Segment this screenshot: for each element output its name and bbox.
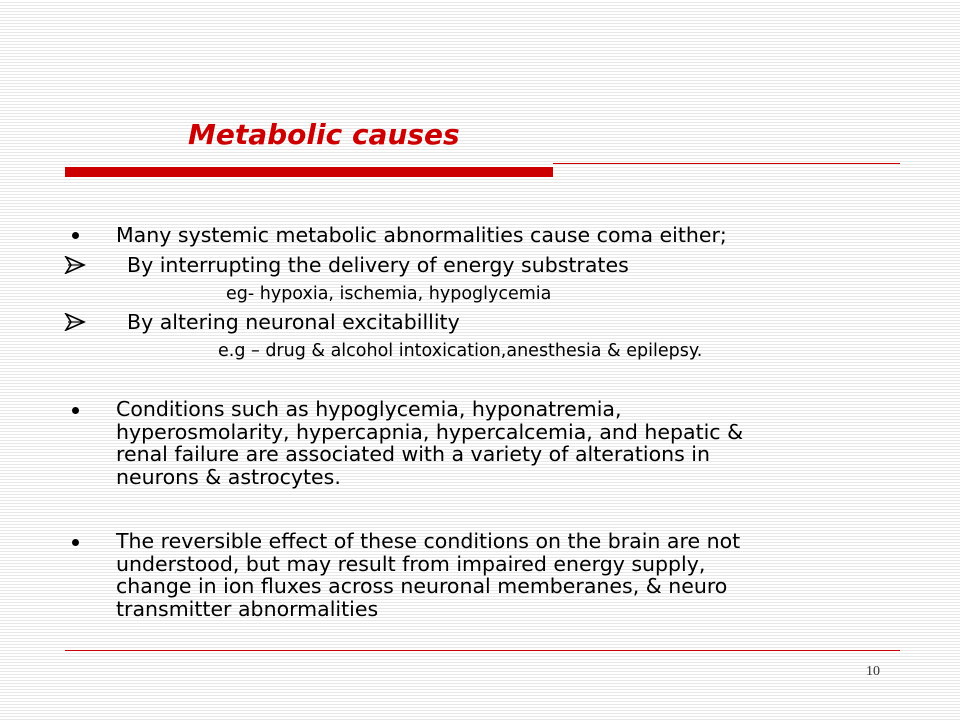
bullet-text-1: Many systemic metabolic abnormalities cause coma either; bbox=[116, 223, 727, 247]
paragraph-line: hyperosmolarity, hypercapnia, hypercalcemia, and hepatic & bbox=[116, 419, 744, 444]
paragraph-line: transmitter abnormalities bbox=[116, 596, 379, 621]
paragraph-line: The reversible effect of these conditions on the brain are not bbox=[116, 529, 741, 553]
slide-title: Metabolic causes bbox=[188, 118, 460, 151]
round-bullet-icon bbox=[72, 407, 79, 414]
round-bullet-icon bbox=[72, 232, 79, 239]
paragraph-line: neurons & astrocytes. bbox=[116, 464, 341, 489]
page-number: 10 bbox=[866, 664, 880, 679]
paragraph-line: understood, but may result from impaired energy supply, bbox=[116, 551, 706, 576]
sub-bullet-text-2: By altering neuronal excitabillity bbox=[127, 310, 460, 334]
title-underline-thin bbox=[553, 163, 900, 164]
bullet-paragraph-3 bbox=[116, 530, 916, 620]
sub-bullet-text-1: By interrupting the delivery of energy substrates bbox=[127, 253, 629, 277]
example-text-2: e.g – drug & alcohol intoxication,anesthesia & epilepsy. bbox=[218, 341, 703, 361]
title-underline-thick bbox=[65, 167, 553, 177]
bullet-paragraph-2 bbox=[116, 398, 916, 488]
arrowhead-bullet-icon bbox=[64, 256, 86, 274]
example-text-1: eg- hypoxia, ischemia, hypoglycemia bbox=[226, 284, 552, 304]
arrowhead-bullet-icon bbox=[64, 313, 86, 331]
paragraph-line: renal failure are associated with a variety of alterations in bbox=[116, 442, 710, 466]
round-bullet-icon bbox=[72, 539, 79, 546]
paragraph-line: Conditions such as hypoglycemia, hyponatremia, bbox=[116, 397, 622, 421]
paragraph-line: change in ion fluxes across neuronal memberanes, & neuro bbox=[116, 574, 728, 598]
footer-rule bbox=[65, 650, 900, 651]
